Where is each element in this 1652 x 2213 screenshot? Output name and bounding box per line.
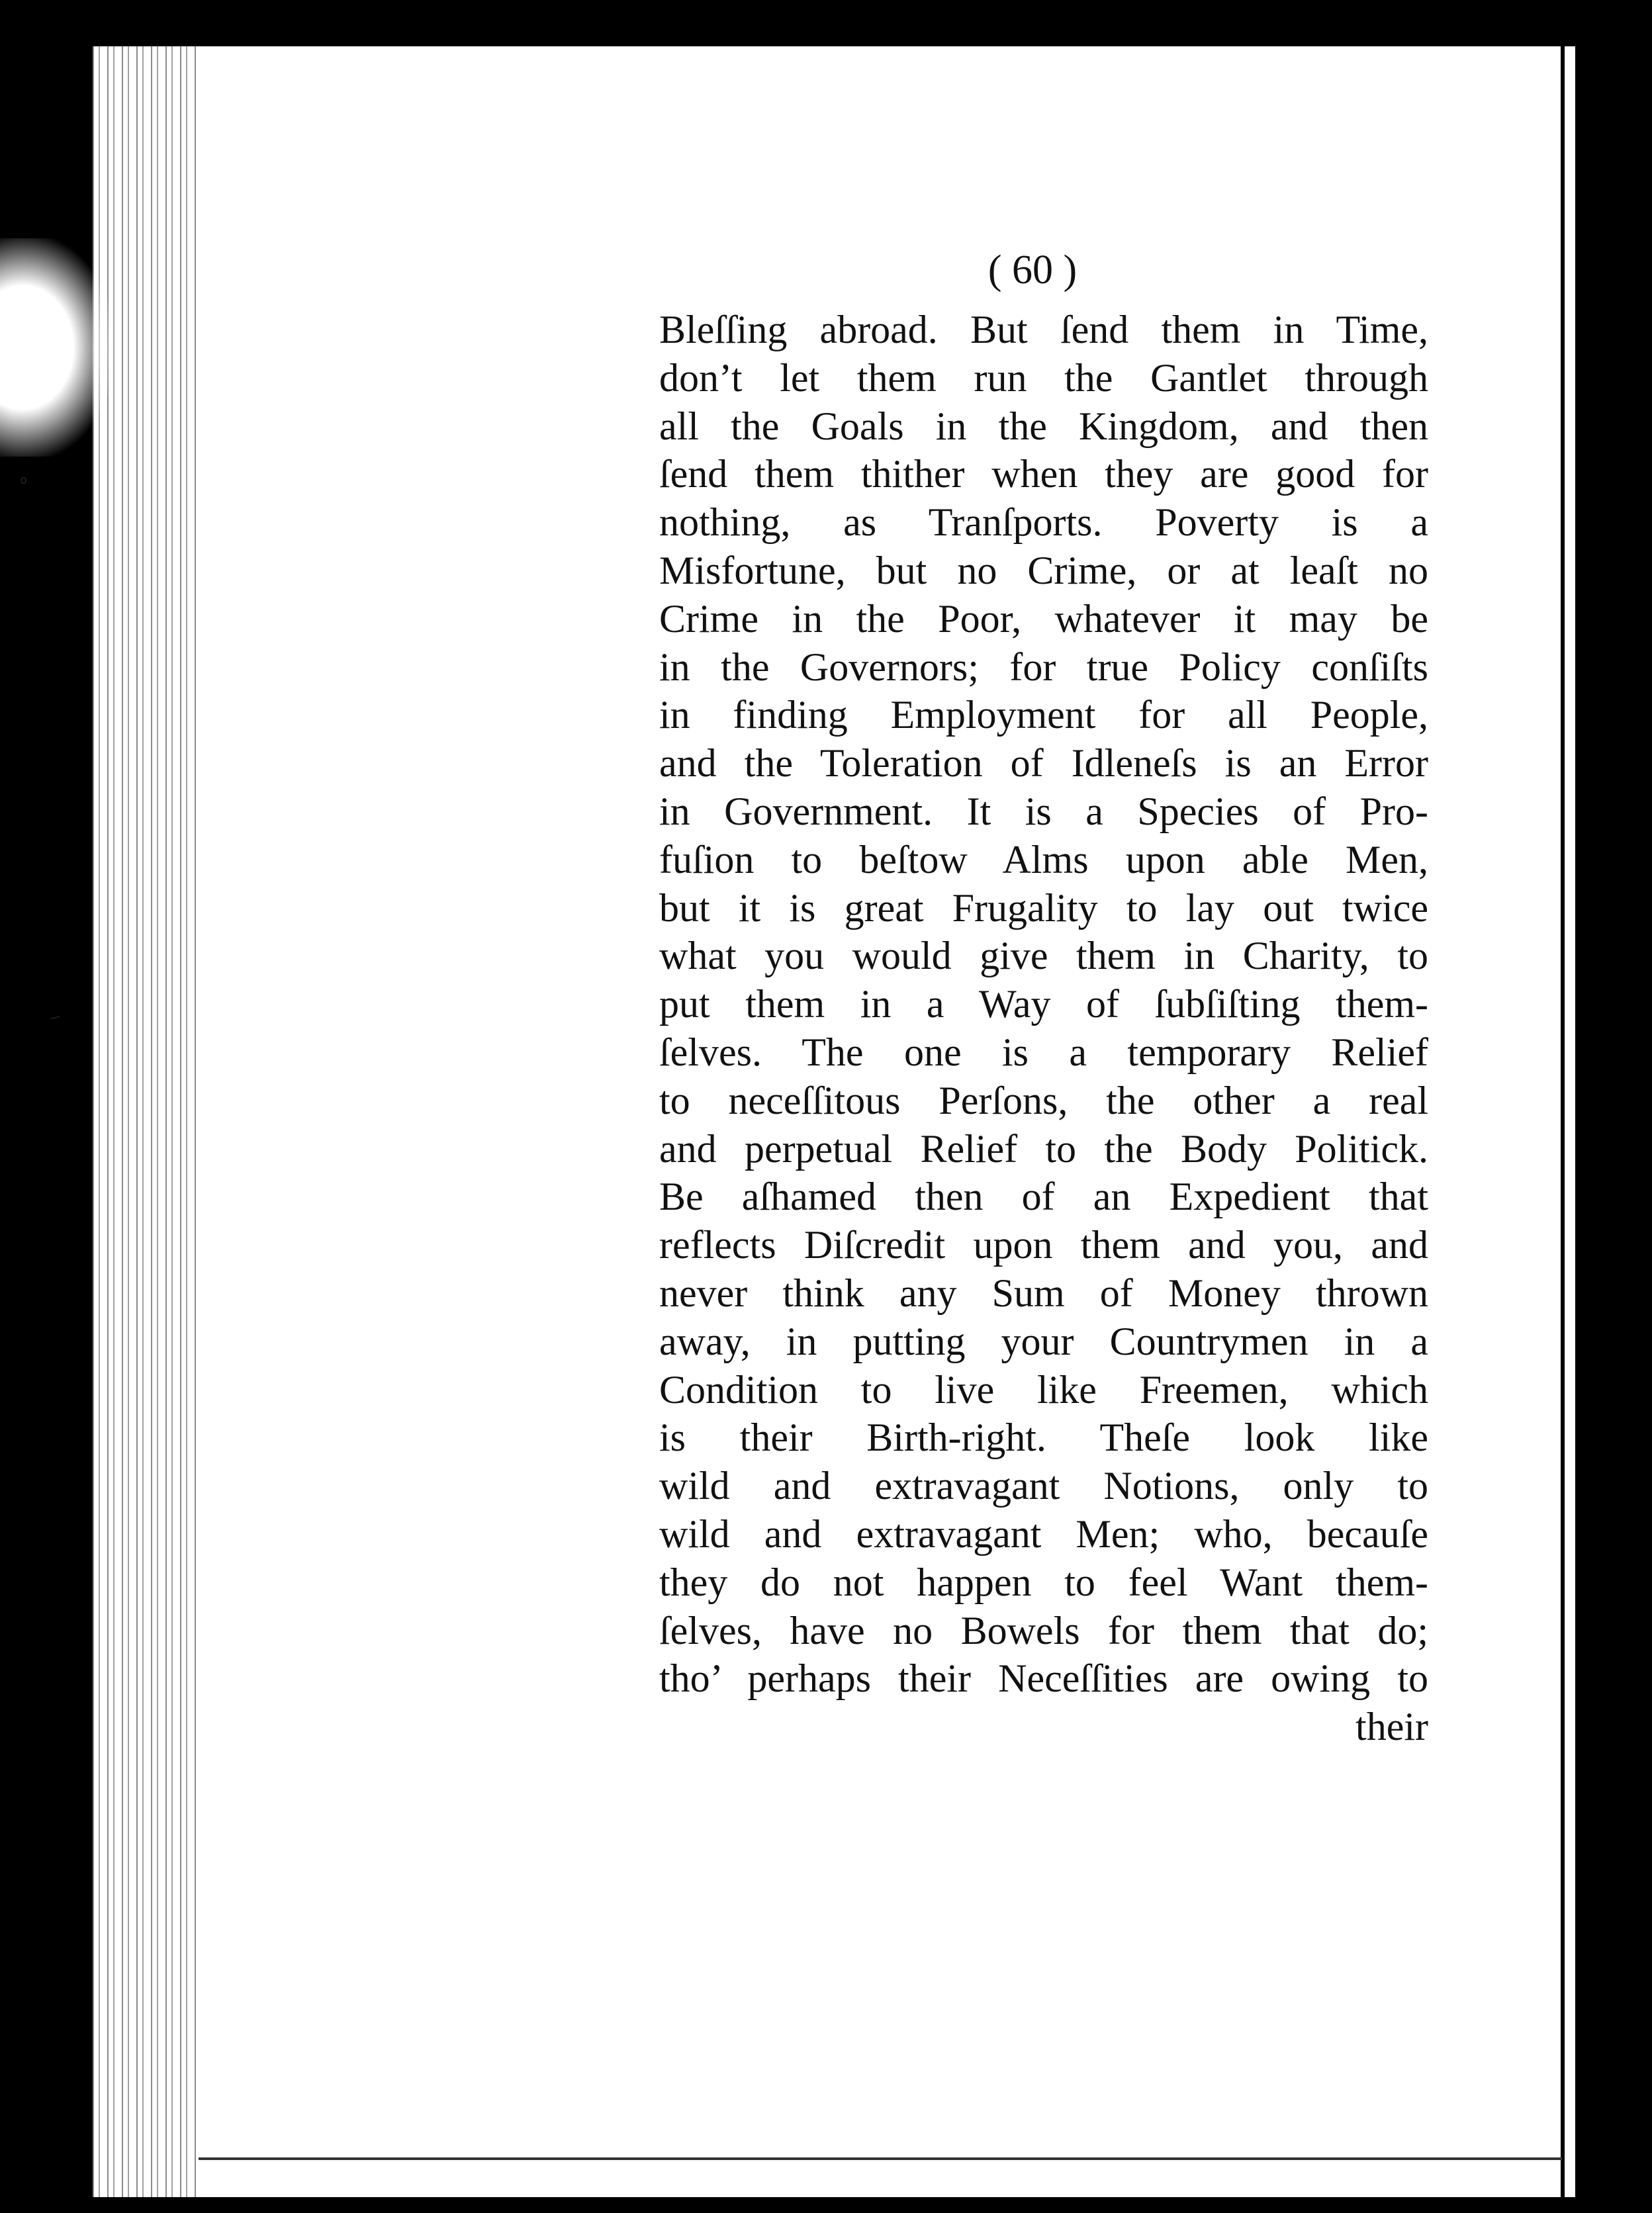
text-line: all the Goals in the Kingdom, and then [659, 404, 1428, 448]
text-line: wild and extravagant Notions, only to [659, 1464, 1428, 1508]
text-line: Crime in the Poor, whatever it may be [659, 596, 1428, 641]
page-number: ( 60 ) [987, 248, 1078, 293]
text-line: Misfortune, but no Crime, or at leaſt no [659, 548, 1428, 592]
text-line: ſend them thither when they are good for [659, 452, 1428, 496]
text-line: Condition to live like Freemen, which [659, 1367, 1428, 1412]
text-line: is their Birth-right. Theſe look like [659, 1416, 1428, 1460]
text-line: away, in putting your Countrymen in a [659, 1319, 1428, 1363]
text-line: in finding Employment for all People, [659, 693, 1428, 737]
bottom-edge [199, 2157, 1562, 2160]
text-line: don’t let them run the Gantlet through [659, 355, 1428, 400]
text-line: in Government. It is a Species of Pro- [659, 789, 1428, 833]
edge-highlight [0, 238, 113, 457]
catchword: their [1355, 1705, 1428, 1749]
text-line: ſelves. The one is a temporary Relief [659, 1030, 1428, 1074]
text-line: wild and extravagant Men; who, becauſe [659, 1512, 1428, 1556]
text-line: ſelves, have no Bowels for them that do; [659, 1608, 1428, 1652]
text-line: put them in a Way of ſubſiſting them- [659, 982, 1428, 1026]
speck-mark: o [20, 473, 28, 487]
gutter-line [1561, 46, 1565, 2197]
text-line: never think any Sum of Money thrown [659, 1271, 1428, 1315]
text-line: and perpetual Relief to the Body Politick. [659, 1126, 1428, 1171]
body-text [659, 306, 1428, 1751]
text-line: they do not happen to feel Want them- [659, 1560, 1428, 1604]
text-line: nothing, as Tranſports. Poverty is a [659, 500, 1428, 545]
text-line: but it is great Frugality to lay out twice [659, 885, 1428, 930]
text-line: what you would give them in Charity, to [659, 934, 1428, 978]
text-line: tho’ perhaps their Neceſſities are owing to [659, 1656, 1428, 1701]
text-line: fuſion to beſtow Alms upon able Men, [659, 837, 1428, 881]
text-line: Bleſſing abroad. But ſend them in Time, [659, 308, 1428, 351]
text-line: and the Toleration of Idleneſs is an Error [659, 741, 1428, 786]
speck-mark: ⸝ [47, 1001, 68, 1027]
text-line: reflects Diſcredit upon them and you, and [659, 1223, 1428, 1267]
text-line: Be aſhamed then of an Expedient that [659, 1175, 1428, 1219]
text-line: in the Governors; for true Policy conſiſts [659, 645, 1428, 689]
text-line: to neceſſitous Perſons, the other a real [659, 1078, 1428, 1122]
